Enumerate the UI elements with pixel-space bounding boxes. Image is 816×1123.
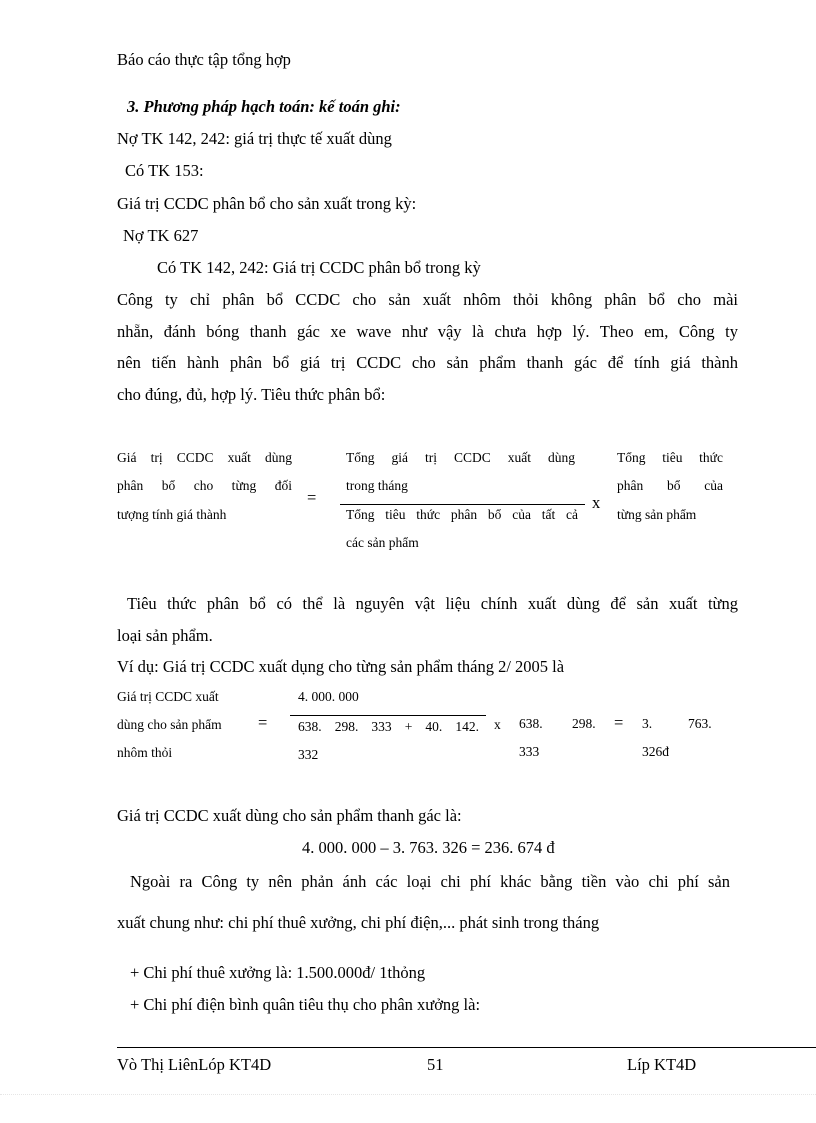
entry-co-tk142: Có TK 142, 242: Giá trị CCDC phân bổ trong kỳ <box>157 258 481 277</box>
calculation-line: 4. 000. 000 – 3. 763. 326 = 236. 674 đ <box>302 838 555 857</box>
formula2-result-2: 763. <box>688 716 712 731</box>
formula2-result-3: 326đ <box>642 744 669 759</box>
formula2-factor-1: 638. <box>519 716 543 731</box>
paragraph-1-line-1: Công ty chỉ phân bổ CCDC cho sản xuất nhôm thỏi không phân bổ cho mài <box>117 290 738 309</box>
formula1-left-1: Giá trị CCDC xuất dùng <box>117 450 292 465</box>
paragraph-2-line-1: Tiêu thức phân bổ có thể là nguyên vật liệu chính xuất dùng để sản xuất từng <box>127 594 738 613</box>
thanh-gac-line: Giá trị CCDC xuất dùng cho sản phẩm thanh gác là: <box>117 806 462 825</box>
paragraph-3-line-1: Ngoài ra Công ty nên phản ánh các loại chi phí khác bằng tiền vào chi phí sản <box>130 872 730 891</box>
footer-author: Vò Thị LiênLóp KT4D <box>117 1055 272 1074</box>
formula1-equals: = <box>307 488 317 507</box>
section-title: 3. Phương pháp hạch toán: kế toán ghi: <box>127 97 401 116</box>
bullet-item-1: + Chi phí thuê xưởng là: 1.500.000đ/ 1thỏng <box>130 963 426 982</box>
paragraph-2-line-2: loại sản phẩm. <box>117 626 213 645</box>
entry-no-tk142: Nợ TK 142, 242: giá trị thực tế xuất dùng <box>117 129 392 148</box>
formula2-left-3: nhôm thỏi <box>117 745 173 760</box>
footer-class: Líp KT4D <box>627 1055 697 1074</box>
formula2-denominator-1: 638. 298. 333 + 40. 142. <box>298 719 479 734</box>
footer-rule <box>117 1047 816 1048</box>
formula2-equals-2: = <box>614 713 624 732</box>
paragraph-1-line-3: nên tiến hành phân bổ giá trị CCDC cho sản phẩm thanh gác để tính giá thành <box>117 353 738 372</box>
formula1-fraction-bar <box>340 504 585 505</box>
formula1-right-3: từng sản phẩm <box>617 507 697 522</box>
paragraph-1-line-4: cho đúng, đủ, hợp lý. Tiêu thức phân bổ: <box>117 385 386 404</box>
formula1-right-1: Tổng tiêu thức <box>617 450 723 465</box>
paragraph-1-line-2: nhẵn, đánh bóng thanh gác xe wave như vậy là chưa hợp lý. Theo em, Công ty <box>117 322 738 341</box>
entry-gt-ccdc: Giá trị CCDC phân bổ cho sản xuất trong kỳ: <box>117 194 417 213</box>
entry-no-tk627: Nợ TK 627 <box>123 226 199 245</box>
formula2-left-2: dùng cho sản phẩm <box>117 717 222 732</box>
formula2-factor-2: 298. <box>572 716 596 731</box>
formula2-fraction-bar <box>290 715 486 716</box>
formula1-left-2: phân bổ cho từng đối <box>117 478 292 493</box>
entry-co-tk153: Có TK 153: <box>125 161 204 180</box>
formula1-times: x <box>592 493 601 512</box>
formula2-factor-3: 333 <box>519 744 540 759</box>
formula2-denominator-2: 332 <box>298 747 319 762</box>
formula2-left-1: Giá trị CCDC xuất <box>117 689 219 704</box>
formula2-equals: = <box>258 713 268 732</box>
formula2-result-1: 3. <box>642 716 653 731</box>
formula2-numerator: 4. 000. 000 <box>298 689 359 704</box>
page-header: Báo cáo thực tập tổng hợp <box>117 50 291 69</box>
paragraph-3-line-2: xuất chung như: chi phí thuê xưởng, chi phí điện,... phát sinh trong tháng <box>117 913 600 932</box>
footer-page-number: 51 <box>427 1055 444 1074</box>
example-line: Ví dụ: Giá trị CCDC xuất dụng cho từng sản phẩm tháng 2/ 2005 là <box>117 657 565 676</box>
formula1-denominator-2: các sản phẩm <box>346 535 419 550</box>
formula1-left-3: tượng tính giá thành <box>117 507 227 522</box>
formula1-denominator-1: Tổng tiêu thức phân bổ của tất cả <box>346 507 578 522</box>
bullet-item-2: + Chi phí điện bình quân tiêu thụ cho phân xưởng là: <box>130 995 481 1014</box>
formula2-times: x <box>494 717 501 732</box>
formula1-numerator-2: trong tháng <box>346 478 408 493</box>
bottom-dotted-border <box>0 1094 816 1095</box>
formula1-right-2: phân bổ của <box>617 478 723 493</box>
formula1-numerator-1: Tổng giá trị CCDC xuất dùng <box>346 450 575 465</box>
